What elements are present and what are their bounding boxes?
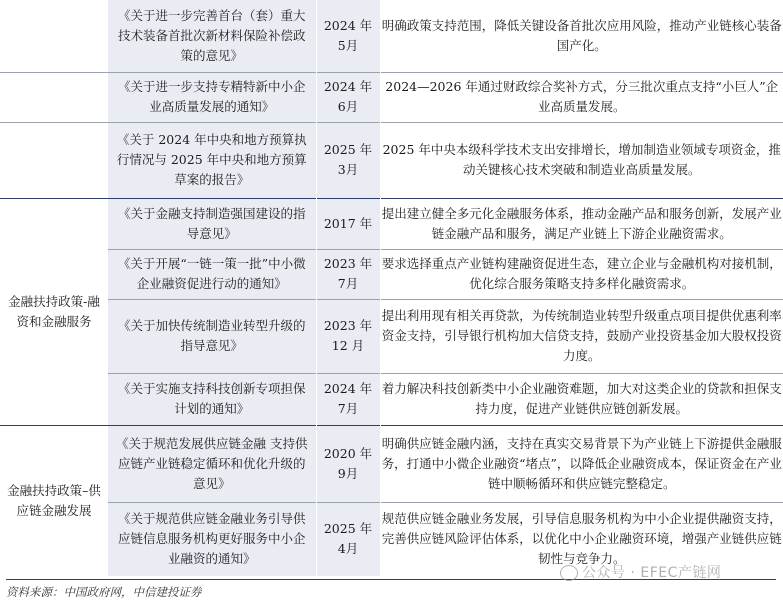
- date-month: 9月: [337, 465, 359, 481]
- date-year: 2025 年: [323, 142, 373, 157]
- date-year: 2024 年: [323, 17, 373, 33]
- policy-name: 《关于开展“一链一策一批”中小微企业融资促进行动的通知》: [117, 256, 306, 291]
- policy-content: 提出建立健全多元化金融服务体系，推动金融产品和服务创新，发展产业链金融产品和服务，满足产业链上下游企业融资需求。: [381, 205, 782, 241]
- category-cell: [0, 0, 108, 72]
- date-year: 2024 年: [323, 381, 373, 396]
- policy-name: 《关于进一步支持专精特新中小企业高质量发展的通知》: [117, 79, 306, 114]
- date-month: 3月: [337, 162, 359, 177]
- watermark: [560, 562, 721, 582]
- date-year: 2020 年: [323, 445, 373, 461]
- policy-name: 《关于规范供应链金融业务引导供应链信息服务机构更好服务中小企业融资的通知》: [117, 511, 306, 567]
- category-cell: [0, 425, 108, 576]
- date-cell: [316, 0, 380, 72]
- date-year: 2023 年: [323, 318, 373, 333]
- content-cell: [380, 299, 783, 373]
- policy-name: 《关于加快传统制造业转型升级的指导意见》: [117, 318, 306, 353]
- wechat-icon: [560, 565, 578, 581]
- category-label: 金融扶持政策-融资和金融服务: [8, 293, 100, 329]
- policy-name-cell: [108, 502, 316, 576]
- category-cell: [0, 198, 108, 425]
- policy-content: 2025 年中央本级科学技术支出安排增长，增加制造业领域专项资金，推动关键核心技术突破和制造业高质量发展。: [382, 142, 781, 177]
- policy-content: 2024—2026 年通过财政综合奖补方式，分三批次重点支持“小巨人”企业高质量发展。: [385, 79, 779, 114]
- date-month: 7月: [337, 276, 359, 291]
- content-cell: [380, 373, 783, 425]
- category-label: 金融扶持政策–供应链金融发展: [7, 482, 101, 518]
- policy-content: 明确供应链金融内涵，支持在真实交易背景下为产业链上下游提供金融服务，打通中小微企业融资“堵点”，以降低企业融资成本，保证资金在产业链中顺畅循环和供应链完整稳定。: [381, 435, 782, 491]
- date-cell: [316, 198, 380, 249]
- policy-content: 规范供应链金融业务发展，引导信息服务机构为中小企业提供融资支持，完善供应链风险评估体系，以优化中小企业融资环境，增强产业链供应链韧性与竞争力。: [381, 511, 782, 567]
- policy-name: 《关于规范发展供应链金融 支持供应链产业链稳定循环和优化升级的意见》: [116, 435, 308, 491]
- date-cell: [316, 502, 380, 576]
- policy-name: 《关于金融支持制造强国建设的指导意见》: [117, 205, 306, 241]
- policy-name-cell: [108, 122, 316, 198]
- date-month: 12 月: [331, 338, 365, 353]
- date-month: 6月: [337, 99, 359, 114]
- content-cell: [380, 425, 783, 502]
- policy-content: 提出利用现有相关再贷款，为传统制造业转型升级重点项目提供优惠利率资金支持，引导银行机构加大信贷支持，鼓励产业投资基金加大股权投资力度。: [381, 308, 782, 363]
- date-month: 4月: [337, 541, 359, 557]
- date-cell: [316, 72, 380, 122]
- policy-name-cell: [108, 425, 316, 502]
- date-cell: [316, 373, 380, 425]
- content-cell: [380, 249, 783, 299]
- policy-name: 《关于 2024 年中央和地方预算执行情况与 2025 年中央和地方预算草案的报告》: [116, 132, 307, 187]
- date-year: 2017 年: [323, 215, 373, 231]
- policy-name: 《关于实施支持科技创新专项担保计划的通知》: [117, 381, 306, 416]
- policy-name-cell: [108, 0, 316, 72]
- content-cell: [380, 198, 783, 249]
- category-cell: [0, 72, 108, 122]
- policy-content: 着力解决科技创新类中小企业融资难题，加大对这类企业的贷款和担保支持力度，促进产业链供应链创新发展。: [381, 381, 782, 416]
- date-year: 2023 年: [323, 256, 373, 271]
- date-cell: [316, 249, 380, 299]
- policy-name-cell: [108, 198, 316, 249]
- source-note: 资料来源：中国政府网，中信建投证券: [6, 579, 776, 600]
- date-month: 5月: [337, 37, 359, 53]
- policy-name-cell: [108, 373, 316, 425]
- content-cell: [380, 72, 783, 122]
- date-cell: [316, 299, 380, 373]
- date-year: 2025 年: [323, 521, 373, 537]
- policy-content: 要求选择重点产业链构建融资促进生态，建立企业与金融机构对接机制，优化综合服务策略支持多样化融资需求。: [381, 256, 782, 291]
- date-month: 7月: [337, 401, 359, 416]
- content-cell: [380, 0, 783, 72]
- content-cell: [380, 122, 783, 198]
- date-cell: [316, 425, 380, 502]
- policy-name-cell: [108, 72, 316, 122]
- date-year: 2024 年: [323, 79, 373, 94]
- watermark-text: 公众号 · EFEC产链网: [582, 565, 722, 581]
- policy-name: 《关于进一步完善首台（套）重大技术装备首批次新材料保险补偿政策的意见》: [117, 7, 306, 63]
- policy-name-cell: [108, 299, 316, 373]
- policy-name-cell: [108, 249, 316, 299]
- date-cell: [316, 122, 380, 198]
- category-cell: [0, 122, 108, 198]
- policy-content: 明确政策支持范围，降低关键设备首批次应用风险，推动产业链核心装备国产化。: [381, 17, 782, 53]
